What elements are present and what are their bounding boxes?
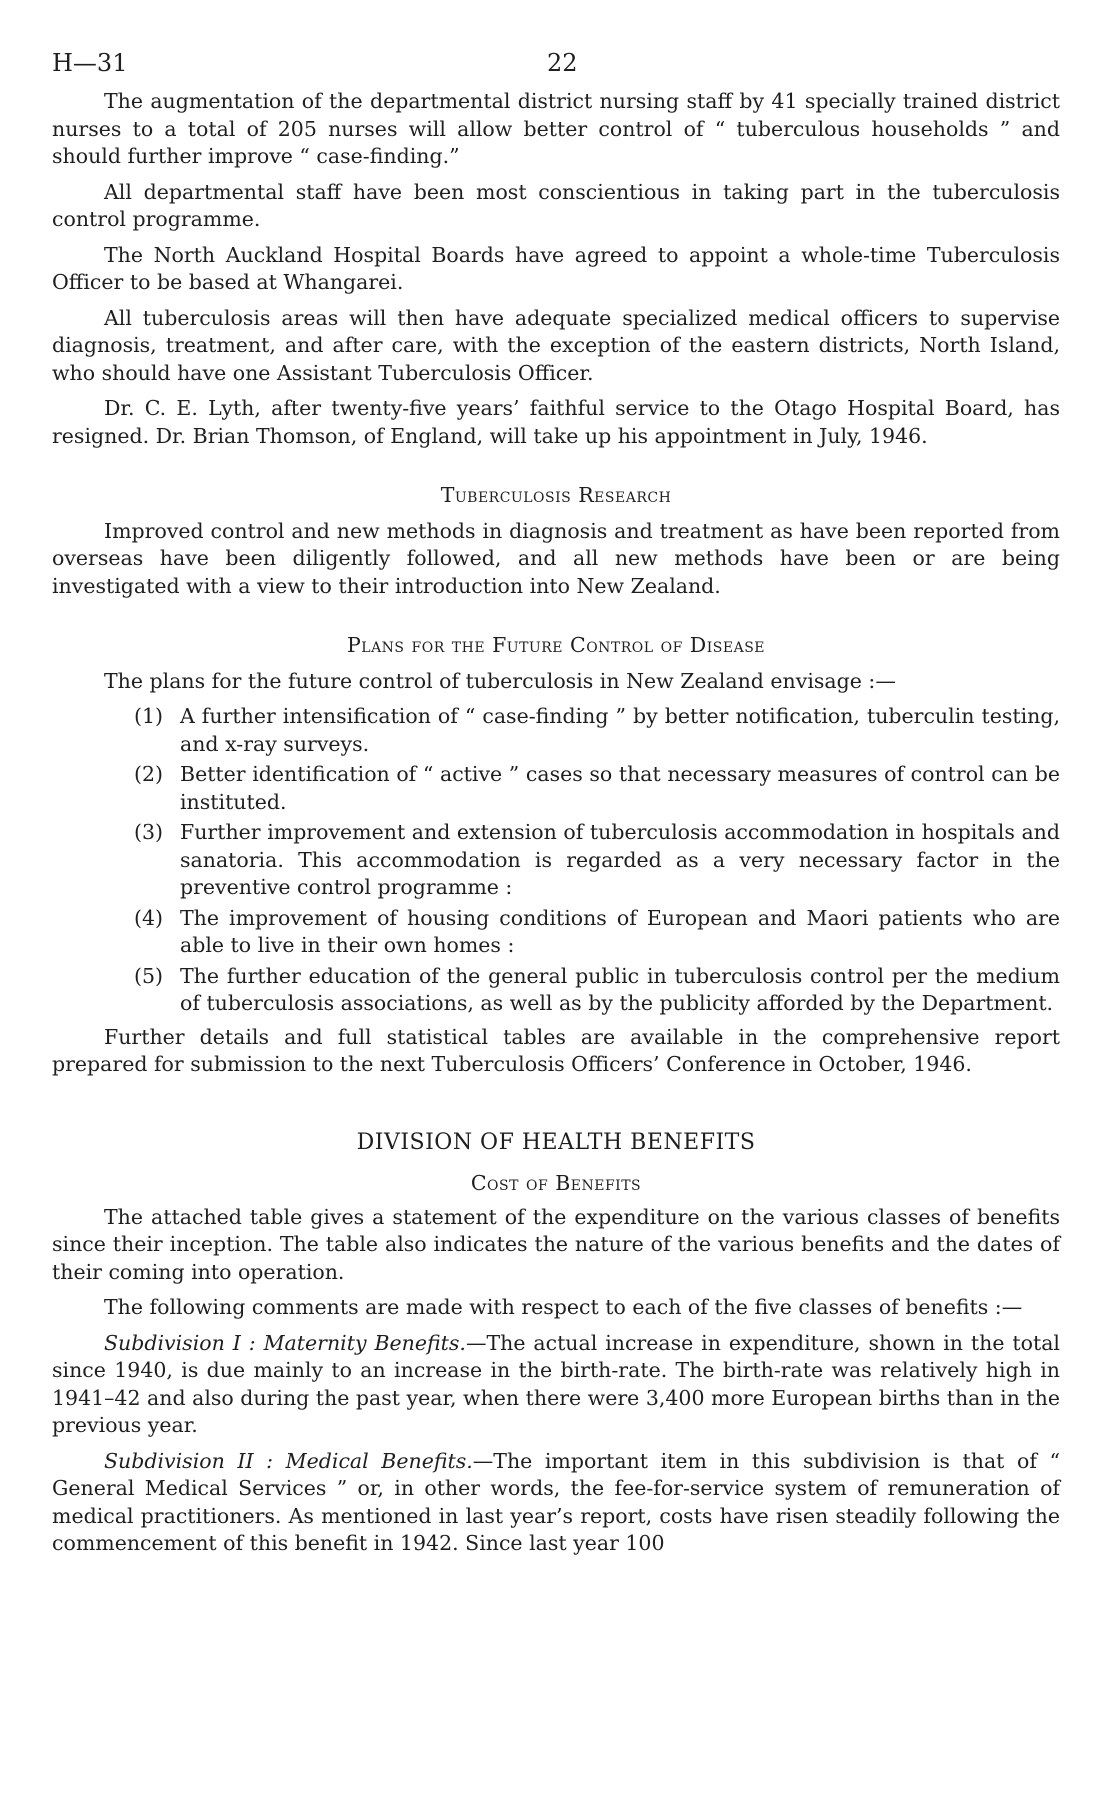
subsection-heading: Cost of Benefits bbox=[470, 1171, 642, 1195]
section-heading: Tuberculosis Research bbox=[440, 483, 672, 507]
document-code: H—31 bbox=[52, 49, 128, 77]
paragraph: Improved control and new methods in diagnosis and treatment as have been reported from overseas have been diligently followed, and all new methods have been or are being investigated with a view to their introduction into New Zealand. bbox=[52, 518, 1060, 598]
paragraph: All tuberculosis areas will then have adequate specialized medical officers to supervise diagnosis, treatment, and after care, with the exception of the eastern districts, North Island, who should have one Assistant Tuberculosis Officer. bbox=[52, 305, 1060, 385]
paragraph: The attached table gives a statement of the expenditure on the various classes of benefits since their inception. The table also indicates the nature of the various benefits and the dates of their coming into operation. bbox=[52, 1204, 1060, 1284]
subdivision-text: —The important item in this subdivision is that of “ General Medical Services ” or, in other words, the fee-for-service system of remuneration of medical practitioners. As mentioned in last year’s report, costs have risen steadily following the commencement of this benefit in 1942. Since last year 100 bbox=[52, 1448, 1060, 1555]
paragraph: Further details and full statistical tables are available in the comprehensive report prepared for submission to the next Tuberculosis Officers’ Conference in October, 1946. bbox=[52, 1024, 1060, 1076]
subdivision-text: —The actual increase in expenditure, shown in the total since 1940, is due mainly to an increase in the birth-rate. The birth-rate was relatively high in 1941–42 and also during the past year, when there were 3,400 more European births than in the previous year. bbox=[52, 1330, 1060, 1437]
subdivision-paragraph bbox=[52, 1330, 1060, 1440]
tb-staffing-section bbox=[52, 88, 1060, 450]
list-item bbox=[52, 963, 1060, 1018]
list-item-number: (5) bbox=[134, 963, 164, 988]
list-item-text: The improvement of housing conditions of European and Maori patients who are able to live in their own homes : bbox=[180, 905, 1060, 957]
paragraph: All departmental staff have been most conscientious in taking part in the tuberculosis control programme. bbox=[52, 179, 1060, 231]
list-item bbox=[52, 703, 1060, 758]
running-header bbox=[52, 50, 1060, 88]
list-item-text: A further intensification of “ case-finding ” by better notification, tuberculin testing, and x-ray surveys. bbox=[180, 704, 1060, 756]
paragraph: The augmentation of the departmental district nursing staff by 41 specially trained district nurses to a total of 205 nurses will allow better control of “ tuberculous households ” and should further improve “ case-finding.” bbox=[52, 89, 1060, 168]
list-item-text: Better identification of “ active ” cases so that necessary measures of control can be instituted. bbox=[180, 762, 1060, 814]
list-item-number: (4) bbox=[134, 905, 164, 930]
list-item bbox=[52, 819, 1060, 902]
section-heading: Plans for the Future Control of Disease bbox=[346, 633, 765, 657]
list-item-text: Further improvement and extension of tuberculosis accommodation in hospitals and sanatoria. This accommodation is regarded as a very necessary factor in the preventive control programme : bbox=[180, 820, 1060, 899]
list-item-number: (2) bbox=[134, 762, 164, 786]
subdivision-label: Subdivision I : Maternity Benefits. bbox=[104, 1330, 466, 1355]
subdivision-paragraph bbox=[52, 1448, 1060, 1558]
list-item bbox=[52, 905, 1060, 960]
page-number: 22 bbox=[547, 49, 578, 77]
paragraph: The following comments are made with respect to each of the five classes of benefits :— bbox=[104, 1295, 1023, 1319]
plans-list bbox=[52, 703, 1060, 1018]
paragraph: Dr. C. E. Lyth, after twenty-five years’ faithful service to the Otago Hospital Board, has resigned. Dr. Brian Thomson, of England, will take up his appointment in July, 1946. bbox=[52, 396, 1060, 448]
tb-research-section bbox=[52, 482, 1060, 600]
paragraph: The North Auckland Hospital Boards have agreed to appoint a whole-time Tuberculosis Officer to be based at Whangarei. bbox=[52, 242, 1060, 294]
subdivision-label: Subdivision II : Medical Benefits. bbox=[104, 1448, 473, 1473]
list-item-number: (1) bbox=[134, 704, 164, 728]
health-benefits-section bbox=[52, 1129, 1060, 1558]
list-item-text: The further education of the general public in tuberculosis control per the medium of tuberculosis associations, as well as by the publicity afforded by the Department. bbox=[180, 963, 1060, 1015]
division-heading: DIVISION OF HEALTH BENEFITS bbox=[356, 1129, 756, 1155]
future-plans-section bbox=[52, 632, 1060, 1079]
list-item-number: (3) bbox=[134, 820, 164, 844]
paragraph: The plans for the future control of tuberculosis in New Zealand envisage :— bbox=[104, 668, 896, 693]
list-item bbox=[52, 761, 1060, 816]
